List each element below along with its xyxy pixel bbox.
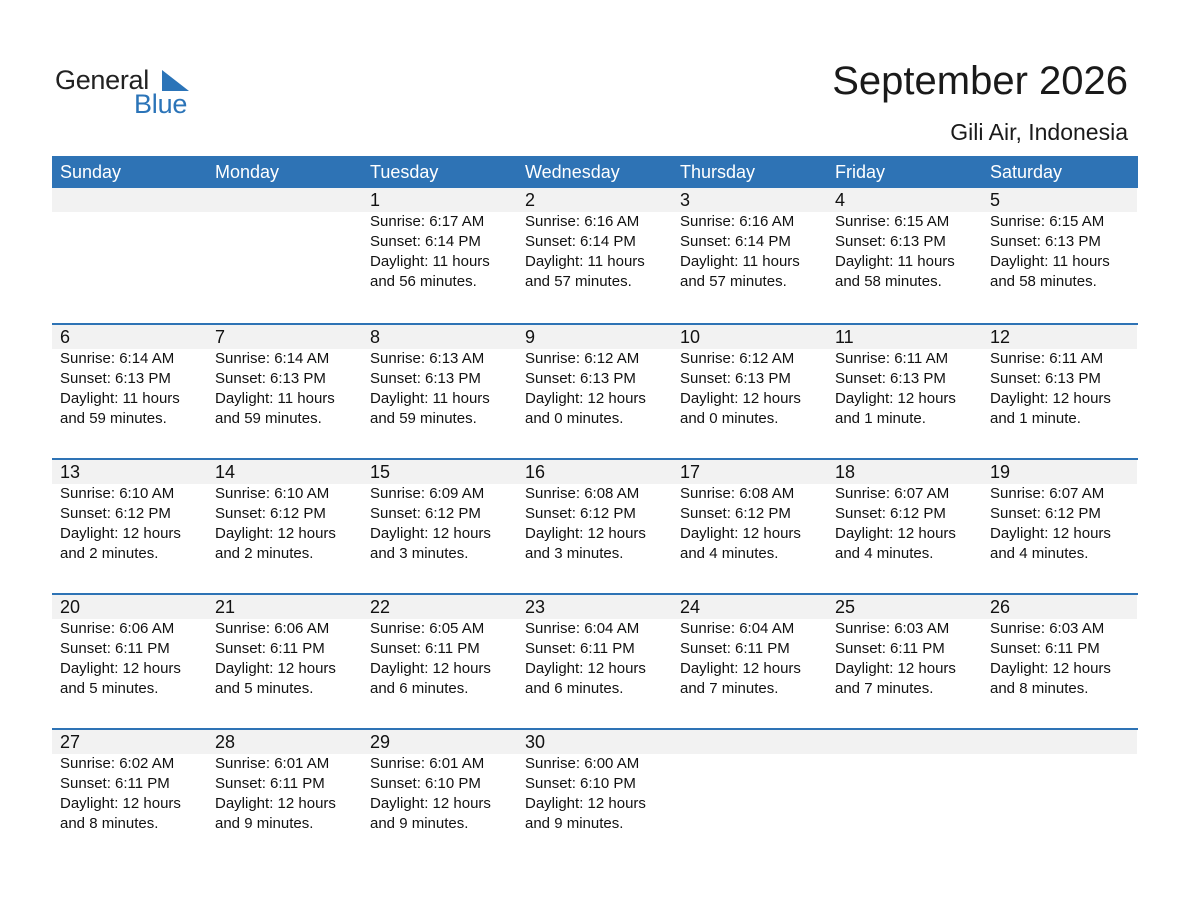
- daylight-minutes-text: and 9 minutes.: [370, 815, 469, 832]
- day-number: 7: [207, 325, 362, 349]
- sunset-text: Sunset: 6:12 PM: [525, 505, 636, 522]
- daylight-minutes-text: and 57 minutes.: [525, 273, 632, 290]
- daylight-hours-text: Daylight: 11 hours: [680, 253, 800, 270]
- day-number: 20: [52, 595, 207, 619]
- weekday-sunday: Sunday: [60, 162, 122, 182]
- day-cell: [52, 595, 207, 728]
- daylight-hours-text: Daylight: 12 hours: [60, 795, 181, 812]
- page-title: September 2026: [832, 59, 1128, 103]
- sunrise-text: Sunrise: 6:14 AM: [215, 350, 330, 367]
- sunset-text: Sunset: 6:11 PM: [990, 640, 1100, 657]
- day-number: 30: [517, 730, 672, 754]
- day-number: 6: [52, 325, 207, 349]
- sunset-text: Sunset: 6:14 PM: [525, 233, 636, 250]
- sunrise-text: Sunrise: 6:16 AM: [680, 213, 795, 230]
- week-row: [52, 728, 1138, 863]
- day-number: 18: [827, 460, 982, 484]
- empty-day-cell: [672, 730, 827, 863]
- sunset-text: Sunset: 6:11 PM: [525, 640, 635, 657]
- day-cell: [982, 325, 1137, 458]
- day-cell: [207, 325, 362, 458]
- day-cell: [827, 595, 982, 728]
- day-number: 12: [982, 325, 1137, 349]
- day-number: 2: [517, 188, 672, 212]
- day-sun-info: [52, 349, 207, 429]
- sunset-text: Sunset: 6:12 PM: [990, 505, 1101, 522]
- daylight-hours-text: Daylight: 12 hours: [525, 795, 646, 812]
- daylight-hours-text: Daylight: 12 hours: [525, 390, 646, 407]
- sunrise-text: Sunrise: 6:08 AM: [680, 485, 795, 502]
- sunset-text: Sunset: 6:11 PM: [680, 640, 790, 657]
- day-sun-info: [827, 619, 982, 699]
- sunset-text: Sunset: 6:12 PM: [370, 505, 481, 522]
- daylight-minutes-text: and 3 minutes.: [525, 545, 624, 562]
- daylight-minutes-text: and 0 minutes.: [680, 410, 779, 427]
- week-cells: [52, 188, 1138, 321]
- day-sun-info: [672, 484, 827, 564]
- sunset-text: Sunset: 6:13 PM: [215, 370, 326, 387]
- day-number: 3: [672, 188, 827, 212]
- day-number: 25: [827, 595, 982, 619]
- sunset-text: Sunset: 6:12 PM: [835, 505, 946, 522]
- day-cell: [517, 595, 672, 728]
- sunset-text: Sunset: 6:11 PM: [215, 640, 325, 657]
- daylight-minutes-text: and 58 minutes.: [835, 273, 942, 290]
- day-sun-info: [672, 212, 827, 292]
- daylight-minutes-text: and 9 minutes.: [525, 815, 624, 832]
- day-cell: [982, 460, 1137, 593]
- day-number: [207, 188, 362, 212]
- daylight-hours-text: Daylight: 12 hours: [990, 525, 1111, 542]
- daylight-minutes-text: and 59 minutes.: [370, 410, 477, 427]
- sunrise-text: Sunrise: 6:11 AM: [990, 350, 1104, 367]
- day-cell: [207, 595, 362, 728]
- sunrise-text: Sunrise: 6:05 AM: [370, 620, 485, 637]
- daylight-hours-text: Daylight: 12 hours: [835, 390, 956, 407]
- weekday-monday: Monday: [215, 162, 280, 182]
- week-cells: [52, 325, 1138, 458]
- sunset-text: Sunset: 6:13 PM: [680, 370, 791, 387]
- sunrise-text: Sunrise: 6:00 AM: [525, 755, 640, 772]
- sunrise-text: Sunrise: 6:04 AM: [680, 620, 795, 637]
- daylight-minutes-text: and 4 minutes.: [990, 545, 1089, 562]
- day-number: 22: [362, 595, 517, 619]
- location-subtitle: Gili Air, Indonesia: [950, 119, 1128, 145]
- day-number: 13: [52, 460, 207, 484]
- daylight-hours-text: Daylight: 12 hours: [835, 525, 956, 542]
- daylight-hours-text: Daylight: 12 hours: [215, 660, 336, 677]
- day-cell: [827, 460, 982, 593]
- weekday-friday: Friday: [835, 162, 886, 182]
- weekday-header: [52, 156, 1138, 188]
- daylight-hours-text: Daylight: 11 hours: [60, 390, 180, 407]
- weekday-saturday: Saturday: [990, 162, 1063, 182]
- daylight-hours-text: Daylight: 12 hours: [60, 660, 181, 677]
- sunset-text: Sunset: 6:10 PM: [370, 775, 481, 792]
- weekday-tuesday: Tuesday: [370, 162, 439, 182]
- sunrise-text: Sunrise: 6:10 AM: [60, 485, 175, 502]
- sunrise-text: Sunrise: 6:10 AM: [215, 485, 330, 502]
- week-cells: [52, 730, 1138, 863]
- day-cell: [207, 460, 362, 593]
- daylight-minutes-text: and 58 minutes.: [990, 273, 1097, 290]
- day-number: 24: [672, 595, 827, 619]
- day-sun-info: [982, 484, 1137, 564]
- empty-day-cell: [52, 188, 207, 321]
- sunrise-text: Sunrise: 6:14 AM: [60, 350, 175, 367]
- day-cell: [362, 325, 517, 458]
- daylight-minutes-text: and 1 minute.: [990, 410, 1081, 427]
- daylight-hours-text: Daylight: 12 hours: [370, 525, 491, 542]
- sunrise-text: Sunrise: 6:12 AM: [525, 350, 640, 367]
- generalblue-logo: [55, 64, 205, 120]
- day-number: 1: [362, 188, 517, 212]
- day-sun-info: [517, 619, 672, 699]
- sunset-text: Sunset: 6:13 PM: [990, 233, 1101, 250]
- day-sun-info: [362, 212, 517, 292]
- daylight-hours-text: Daylight: 12 hours: [680, 390, 801, 407]
- daylight-minutes-text: and 3 minutes.: [370, 545, 469, 562]
- daylight-hours-text: Daylight: 11 hours: [370, 253, 490, 270]
- day-cell: [362, 188, 517, 321]
- day-number: 11: [827, 325, 982, 349]
- sunrise-text: Sunrise: 6:09 AM: [370, 485, 485, 502]
- daylight-minutes-text: and 2 minutes.: [60, 545, 159, 562]
- day-sun-info: [362, 754, 517, 834]
- day-sun-info: [207, 619, 362, 699]
- day-number: 26: [982, 595, 1137, 619]
- sunrise-text: Sunrise: 6:01 AM: [370, 755, 485, 772]
- daylight-hours-text: Daylight: 12 hours: [215, 525, 336, 542]
- day-sun-info: [517, 754, 672, 834]
- day-cell: [982, 188, 1137, 321]
- day-sun-info: [52, 619, 207, 699]
- day-cell: [517, 188, 672, 321]
- week-cells: [52, 595, 1138, 728]
- sunrise-text: Sunrise: 6:07 AM: [990, 485, 1105, 502]
- logo-text-general: General: [55, 65, 149, 95]
- sunrise-text: Sunrise: 6:15 AM: [835, 213, 950, 230]
- sunset-text: Sunset: 6:11 PM: [370, 640, 480, 657]
- day-sun-info: [362, 619, 517, 699]
- day-cell: [827, 325, 982, 458]
- day-number: 10: [672, 325, 827, 349]
- day-number: 8: [362, 325, 517, 349]
- week-cells: [52, 460, 1138, 593]
- empty-day-cell: [982, 730, 1137, 863]
- sunset-text: Sunset: 6:13 PM: [525, 370, 636, 387]
- sunset-text: Sunset: 6:10 PM: [525, 775, 636, 792]
- day-sun-info: [362, 484, 517, 564]
- day-number: 28: [207, 730, 362, 754]
- day-sun-info: [362, 349, 517, 429]
- calendar-weeks: [52, 188, 1138, 863]
- week-row: [52, 323, 1138, 458]
- daylight-minutes-text: and 9 minutes.: [215, 815, 314, 832]
- sunrise-text: Sunrise: 6:01 AM: [215, 755, 330, 772]
- day-number: [827, 730, 982, 754]
- day-number: 14: [207, 460, 362, 484]
- daylight-minutes-text: and 7 minutes.: [680, 680, 779, 697]
- daylight-minutes-text: and 57 minutes.: [680, 273, 787, 290]
- day-cell: [672, 188, 827, 321]
- daylight-hours-text: Daylight: 12 hours: [990, 390, 1111, 407]
- day-sun-info: [52, 754, 207, 834]
- sunset-text: Sunset: 6:13 PM: [835, 233, 946, 250]
- week-row: [52, 188, 1138, 323]
- sunrise-text: Sunrise: 6:17 AM: [370, 213, 485, 230]
- daylight-hours-text: Daylight: 11 hours: [990, 253, 1110, 270]
- logo-text-blue: Blue: [134, 89, 188, 119]
- day-sun-info: [672, 349, 827, 429]
- sunrise-text: Sunrise: 6:08 AM: [525, 485, 640, 502]
- day-sun-info: [207, 484, 362, 564]
- day-sun-info: [207, 754, 362, 834]
- daylight-hours-text: Daylight: 11 hours: [525, 253, 645, 270]
- sunset-text: Sunset: 6:11 PM: [60, 640, 170, 657]
- empty-day-cell: [207, 188, 362, 321]
- day-sun-info: [517, 212, 672, 292]
- sunrise-text: Sunrise: 6:12 AM: [680, 350, 795, 367]
- daylight-hours-text: Daylight: 11 hours: [370, 390, 490, 407]
- day-number: 5: [982, 188, 1137, 212]
- daylight-minutes-text: and 59 minutes.: [215, 410, 322, 427]
- sunset-text: Sunset: 6:13 PM: [835, 370, 946, 387]
- day-sun-info: [982, 349, 1137, 429]
- daylight-hours-text: Daylight: 11 hours: [835, 253, 955, 270]
- day-cell: [517, 730, 672, 863]
- day-number: 15: [362, 460, 517, 484]
- daylight-minutes-text: and 5 minutes.: [215, 680, 314, 697]
- day-sun-info: [207, 349, 362, 429]
- day-cell: [672, 595, 827, 728]
- sunrise-text: Sunrise: 6:02 AM: [60, 755, 175, 772]
- day-number: 19: [982, 460, 1137, 484]
- day-cell: [52, 730, 207, 863]
- day-cell: [52, 325, 207, 458]
- sunset-text: Sunset: 6:11 PM: [835, 640, 945, 657]
- sunrise-text: Sunrise: 6:04 AM: [525, 620, 640, 637]
- weekday-wednesday: Wednesday: [525, 162, 620, 182]
- day-cell: [362, 730, 517, 863]
- day-cell: [982, 595, 1137, 728]
- daylight-hours-text: Daylight: 11 hours: [215, 390, 335, 407]
- daylight-hours-text: Daylight: 12 hours: [525, 525, 646, 542]
- day-number: 23: [517, 595, 672, 619]
- day-number: 21: [207, 595, 362, 619]
- daylight-minutes-text: and 1 minute.: [835, 410, 926, 427]
- day-cell: [517, 460, 672, 593]
- day-sun-info: [672, 619, 827, 699]
- daylight-minutes-text: and 0 minutes.: [525, 410, 624, 427]
- sunrise-text: Sunrise: 6:16 AM: [525, 213, 640, 230]
- day-sun-info: [982, 619, 1137, 699]
- daylight-minutes-text: and 5 minutes.: [60, 680, 159, 697]
- sunset-text: Sunset: 6:14 PM: [680, 233, 791, 250]
- day-sun-info: [827, 212, 982, 292]
- sunset-text: Sunset: 6:13 PM: [60, 370, 171, 387]
- daylight-minutes-text: and 56 minutes.: [370, 273, 477, 290]
- sunset-text: Sunset: 6:13 PM: [370, 370, 481, 387]
- weekday-thursday: Thursday: [680, 162, 756, 182]
- day-cell: [672, 460, 827, 593]
- day-sun-info: [982, 212, 1137, 292]
- sunrise-text: Sunrise: 6:06 AM: [60, 620, 175, 637]
- daylight-hours-text: Daylight: 12 hours: [215, 795, 336, 812]
- day-cell: [362, 595, 517, 728]
- sunset-text: Sunset: 6:14 PM: [370, 233, 481, 250]
- daylight-hours-text: Daylight: 12 hours: [370, 795, 491, 812]
- sunrise-text: Sunrise: 6:03 AM: [990, 620, 1105, 637]
- day-sun-info: [827, 349, 982, 429]
- day-number: [982, 730, 1137, 754]
- sunrise-text: Sunrise: 6:15 AM: [990, 213, 1105, 230]
- daylight-hours-text: Daylight: 12 hours: [60, 525, 181, 542]
- day-sun-info: [517, 484, 672, 564]
- day-sun-info: [517, 349, 672, 429]
- daylight-minutes-text: and 8 minutes.: [60, 815, 159, 832]
- day-sun-info: [827, 484, 982, 564]
- day-cell: [52, 460, 207, 593]
- day-cell: [517, 325, 672, 458]
- sunrise-text: Sunrise: 6:07 AM: [835, 485, 950, 502]
- empty-day-cell: [827, 730, 982, 863]
- daylight-minutes-text: and 6 minutes.: [525, 680, 624, 697]
- daylight-hours-text: Daylight: 12 hours: [835, 660, 956, 677]
- sunset-text: Sunset: 6:12 PM: [60, 505, 171, 522]
- daylight-minutes-text: and 7 minutes.: [835, 680, 934, 697]
- daylight-minutes-text: and 8 minutes.: [990, 680, 1089, 697]
- daylight-hours-text: Daylight: 12 hours: [680, 525, 801, 542]
- day-cell: [207, 730, 362, 863]
- daylight-hours-text: Daylight: 12 hours: [525, 660, 646, 677]
- sunset-text: Sunset: 6:12 PM: [215, 505, 326, 522]
- day-number: 17: [672, 460, 827, 484]
- daylight-hours-text: Daylight: 12 hours: [680, 660, 801, 677]
- day-cell: [362, 460, 517, 593]
- daylight-hours-text: Daylight: 12 hours: [370, 660, 491, 677]
- week-row: [52, 458, 1138, 593]
- day-number: [52, 188, 207, 212]
- sunset-text: Sunset: 6:12 PM: [680, 505, 791, 522]
- sunrise-text: Sunrise: 6:03 AM: [835, 620, 950, 637]
- sunset-text: Sunset: 6:11 PM: [215, 775, 325, 792]
- day-number: 29: [362, 730, 517, 754]
- sunset-text: Sunset: 6:11 PM: [60, 775, 170, 792]
- day-number: [672, 730, 827, 754]
- day-number: 27: [52, 730, 207, 754]
- daylight-hours-text: Daylight: 12 hours: [990, 660, 1111, 677]
- daylight-minutes-text: and 4 minutes.: [835, 545, 934, 562]
- daylight-minutes-text: and 2 minutes.: [215, 545, 314, 562]
- day-cell: [827, 188, 982, 321]
- calendar-grid: [52, 156, 1138, 863]
- day-number: 16: [517, 460, 672, 484]
- daylight-minutes-text: and 4 minutes.: [680, 545, 779, 562]
- day-number: 4: [827, 188, 982, 212]
- daylight-minutes-text: and 59 minutes.: [60, 410, 167, 427]
- sunrise-text: Sunrise: 6:13 AM: [370, 350, 485, 367]
- sunrise-text: Sunrise: 6:06 AM: [215, 620, 330, 637]
- sunset-text: Sunset: 6:13 PM: [990, 370, 1101, 387]
- week-row: [52, 593, 1138, 728]
- sunrise-text: Sunrise: 6:11 AM: [835, 350, 949, 367]
- daylight-minutes-text: and 6 minutes.: [370, 680, 469, 697]
- day-number: 9: [517, 325, 672, 349]
- day-sun-info: [52, 484, 207, 564]
- day-cell: [672, 325, 827, 458]
